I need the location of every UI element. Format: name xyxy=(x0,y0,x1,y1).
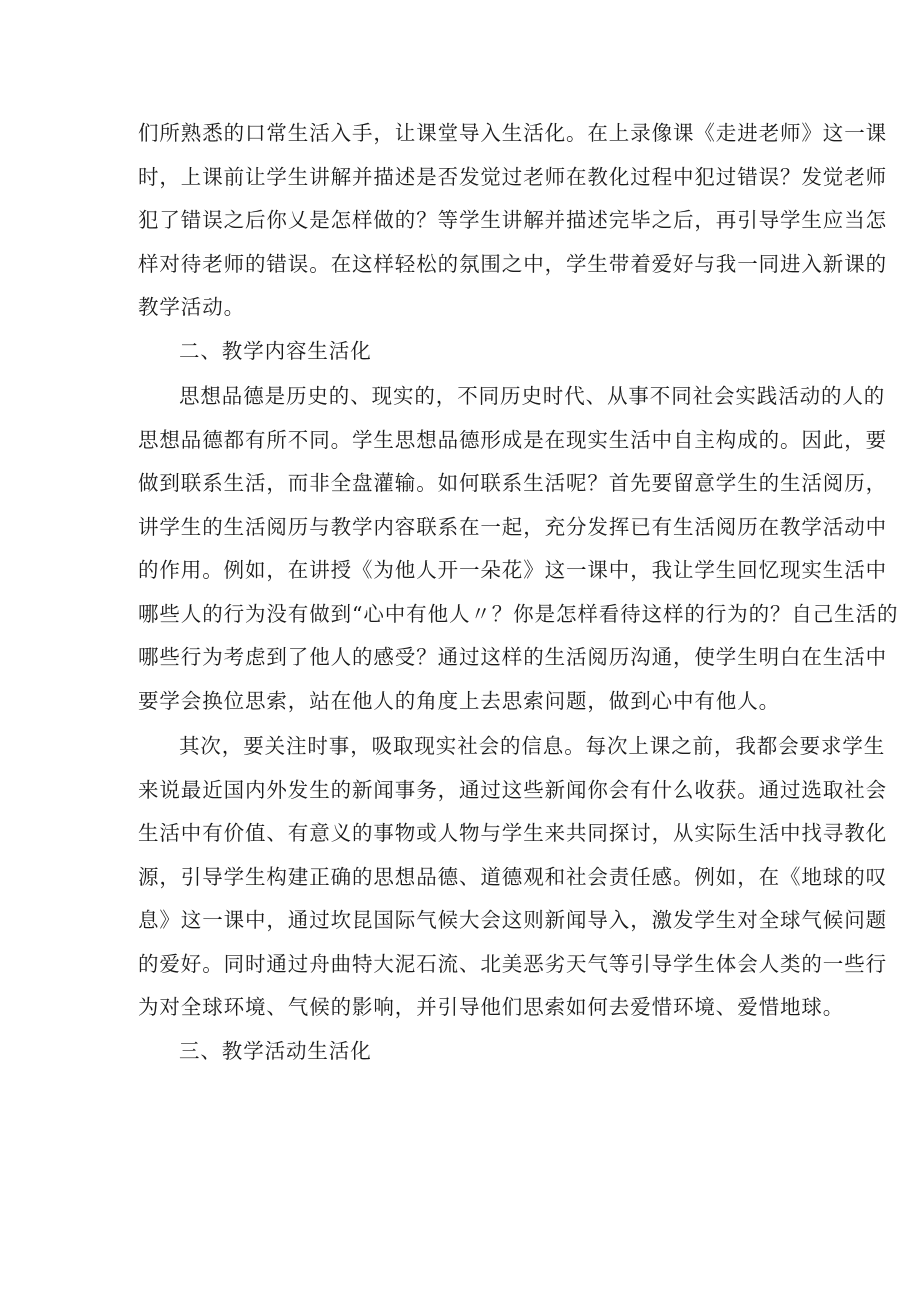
text-line: 息》这一课中，通过坎昆国际气候大会这则新闻导入，激发学生对全球气候问题 xyxy=(138,908,887,932)
text-line: 思想品德是历史的、现实的，不同历史时代、从事不同社会实践活动的人的 xyxy=(179,384,886,408)
text-line: 生活中有价值、有意义的事物或人物与学生来共同探讨，从实际生活中找寻教化 xyxy=(138,821,887,845)
section-heading-teaching-activities xyxy=(138,1030,786,1074)
text-line: 来说最近国内外发生的新闻事务，通过这些新闻你会有什么收获。通过选取社会 xyxy=(138,777,887,802)
text-line: 其次，要关注时事，吸取现实社会的信息。每次上课之前，我都会要求学生 xyxy=(179,734,886,758)
text-line: 样对待老师的错误。在这样轻松的氛围之中，学生带着爱好与我一同进入新课的 xyxy=(138,251,887,276)
text-line: 的爱好。同时通过舟曲特大泥石流、北美恶劣天气等引导学生体会人类的一些行 xyxy=(138,951,887,976)
paragraph-current-events xyxy=(138,725,887,1030)
text-line: 犯了错误之后你乂是怎样做的？等学生讲解并描述完毕之后，再引导学生应当怎 xyxy=(138,208,887,232)
text-line: 哪些人的行为没有做到“心中有他人〃？你是怎样看待这样的行为的？自己生活的 xyxy=(138,601,899,626)
text-line: 思想品德都有所不同。学生思想品德形成是在现实生活中自主构成的。因此，要 xyxy=(138,427,887,452)
text-line: 讲学生的生活阅历与教学内容联系在一起，充分发挥已有生活阅历在教学活动中 xyxy=(138,514,887,539)
heading-text: 二、教学内容生活化 xyxy=(179,338,372,363)
section-heading-teaching-content xyxy=(138,330,786,374)
text-line: 做到联系生活，而非全盘灌输。如何联系生活呢？首先要留意学生的生活阅历， xyxy=(138,471,887,495)
text-line: 的作用。例如，在讲授《为他人开一朵花》这一课中，我让学生回忆现实生活中 xyxy=(138,558,887,582)
text-line: 教学活动。 xyxy=(138,295,245,319)
paragraph-intro-continuation xyxy=(138,112,887,330)
text-line: 时，上课前让学生讲解并描述是否发觉过老师在教化过程中犯过错误？发觉老师 xyxy=(138,164,887,189)
text-line: 为对全球环境、气候的影响，并引导他们思索如何去爱惜环境、爱惜地球。 xyxy=(138,995,845,1019)
paragraph-moral-education xyxy=(138,375,899,723)
document-page xyxy=(138,112,899,1073)
text-line: 们所熟悉的口常生活入手，让课堂导入生活化。在上录像课《走进老师》这一课 xyxy=(138,121,887,145)
heading-text: 三、教学活动生活化 xyxy=(179,1038,372,1063)
text-line: 哪些行为考虑到了他人的感受？通过这样的生活阅历沟通，使学生明白在生活中 xyxy=(138,645,887,669)
text-line: 源，引导学生构建正确的思想品德、道德观和社会责任感。例如，在《地球的叹 xyxy=(138,864,887,889)
text-line: 要学会换位思索，站在他人的角度上去思索问题，做到心中有他人。 xyxy=(138,688,780,713)
